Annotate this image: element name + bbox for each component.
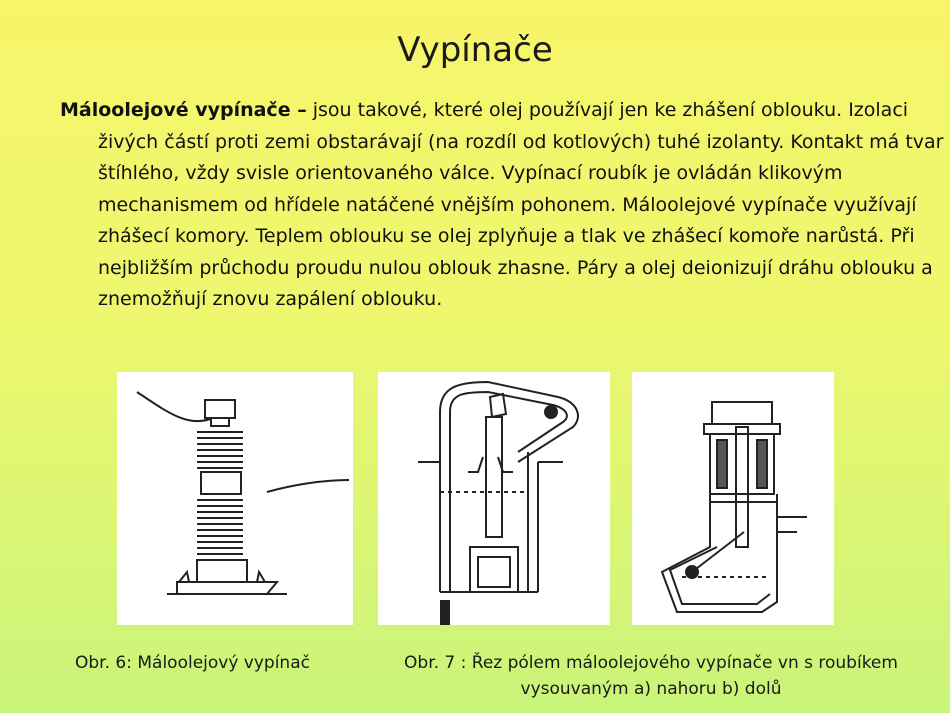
body-paragraph [60,95,950,316]
paragraph-text: jsou takové, které olej používají jen ke zhášení oblouku. Izolaci živých částí proti zemi obstarávají (na rozdíl od kotlových) tuhé izolanty. Kontakt má tvar štíhlého, vždy svisle orientovaného válce. Vypínací roubík je ovládán klikovým mechanismem od hřídele natáčené vnějším pohonem. Máloolejové vypínače využívají zhášecí komory. Teplem oblouku se olej zplyňuje a tlak ve zhášecí komoře narůstá. Při nejbližším průchodu proudu nulou oblouk zhasne. Páry a olej deionizují dráhu oblouku a znemožňují znovu zapálení oblouku. [98,99,944,310]
figure-breaker-pole [117,372,353,625]
breaker-pole-drawing [117,372,353,625]
figure-breaker-section-b [632,372,834,625]
paragraph-term: Máloolejové vypínače – [60,99,307,121]
caption-figure-6: Obr. 6: Máloolejový vypínač [75,653,310,673]
slide-title: Vypínače [397,30,553,70]
breaker-section-a-drawing [378,372,610,625]
figure-breaker-section-a [378,372,610,625]
breaker-section-b-drawing [632,372,834,625]
caption-figure-7: Obr. 7 : Řez pólem máloolejového vypínače vn s roubíkem vysouvaným a) nahoru b) dolů [404,653,898,699]
